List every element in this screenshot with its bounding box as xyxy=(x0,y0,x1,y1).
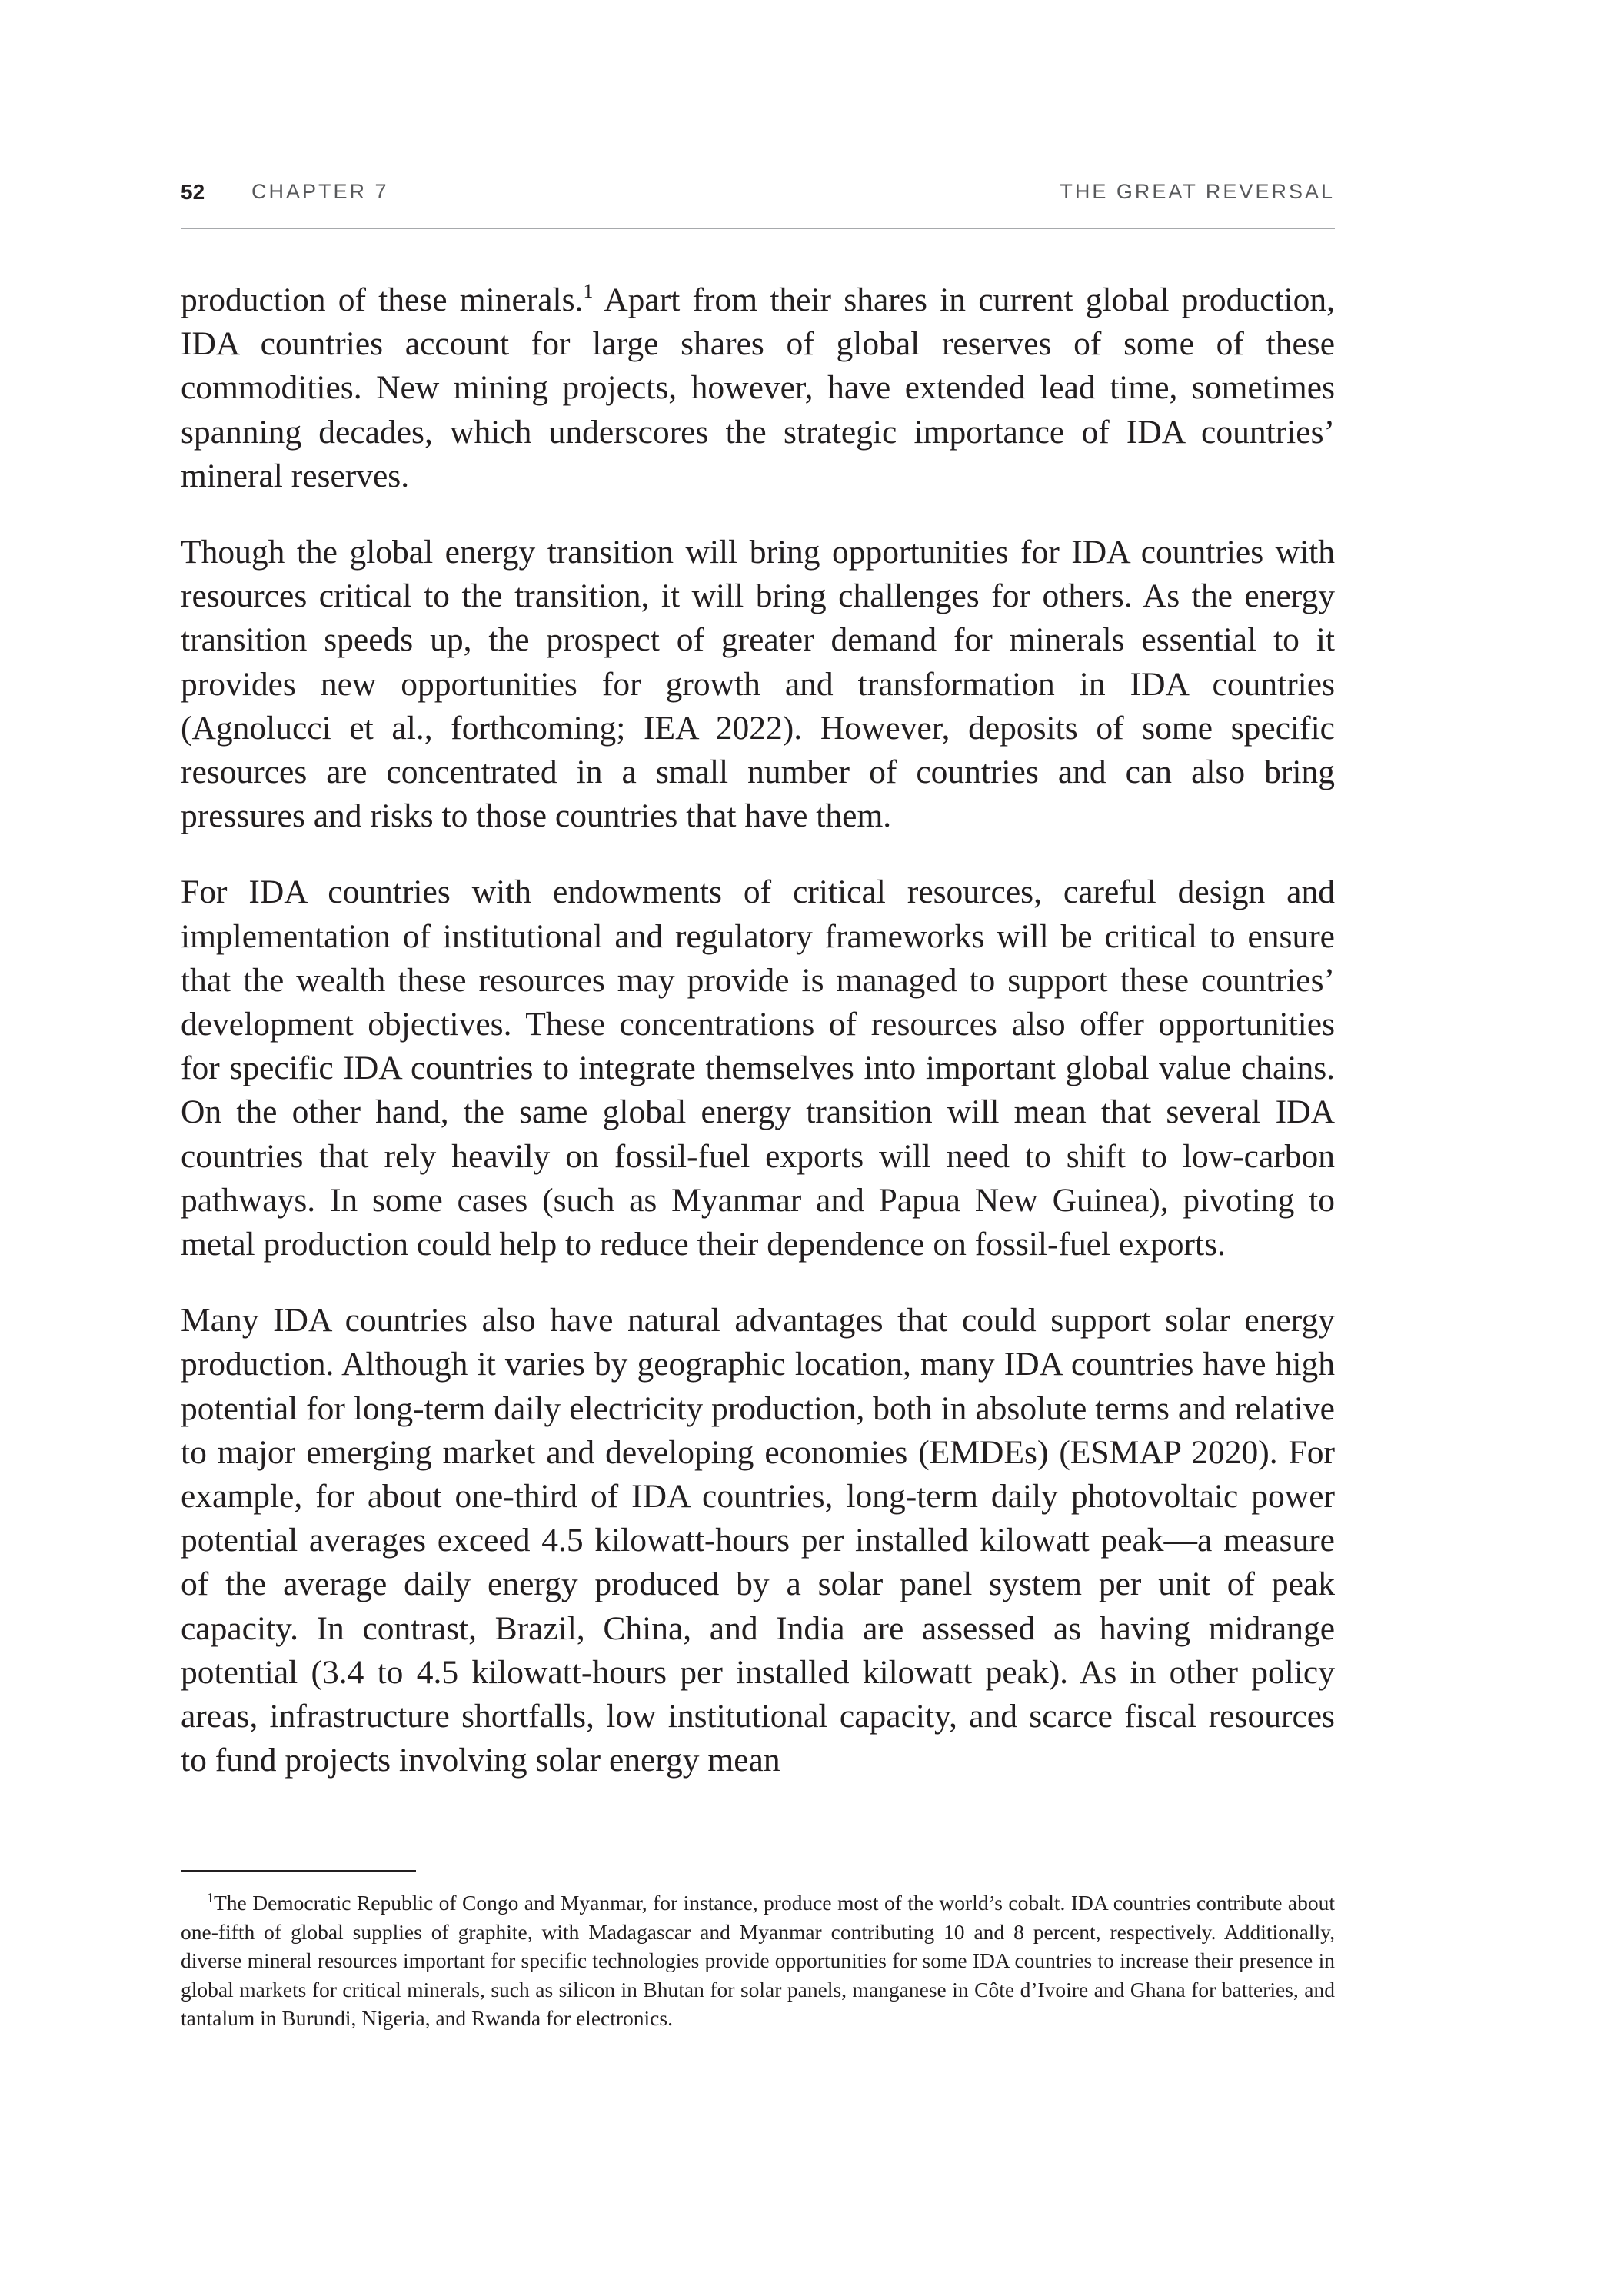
page-number: 52 xyxy=(181,180,205,204)
paragraph-2: Though the global energy transition will bring opportunities for IDA countries with resources critical to the transition, it will bring challenges for others. As the energy transition speeds up, the prospect of greater demand for minerals essential to it provides new opportunities for growth and transformation in IDA countries (Agnolucci et al., forthcoming; IEA 2022). However, deposits of some specific resources are concentrated in a small number of countries and can also bring pressures and risks to those countries that have them. xyxy=(181,534,1335,835)
book-title: THE GREAT REVERSAL xyxy=(1060,180,1335,203)
paragraph-4: Many IDA countries also have natural advantages that could support solar energy production. Although it varies by geographic location, many IDA countries have high potential for long-term daily electricity production, both in absolute terms and relative to major emerging market and developing economies (EMDEs) (ESMAP 2020). For example, for about one-third of IDA countries, long-term daily photovoltaic power potential averages exceed 4.5 kilowatt-hours per installed kilowatt peak—a measure of the average daily energy produced by a solar panel system per unit of peak capacity. In contrast, Brazil, China, and India are assessed as having midrange potential (3.4 to 4.5 kilowatt-hours per installed kilowatt peak). As in other policy areas, infrastructure shortfalls, low institutional capacity, and scarce fiscal resources to fund projects involving solar energy mean xyxy=(181,1302,1335,1779)
paragraph-3: For IDA countries with endowments of critical resources, careful design and implementation of institutional and regulatory frameworks will be critical to ensure that the wealth these resources may provide is managed to support these countries’ development objectives. These concentrations of resources also offer opportunities for specific IDA countries to integrate themselves into important global value chains. On the other hand, the same global energy transition will mean that several IDA countries that rely heavily on fossil-fuel exports will need to shift to low-carbon pathways. In some cases (such as Myanmar and Papua New Guinea), pivoting to metal production could help to reduce their dependence on fossil-fuel exports. xyxy=(181,873,1335,1263)
body-text xyxy=(181,278,1335,1783)
footnote-divider xyxy=(181,1870,416,1872)
footnote-reference: 1 xyxy=(583,280,594,302)
paragraph-1 xyxy=(181,278,1335,498)
footnote-marker: 1 xyxy=(207,1890,214,1905)
running-header xyxy=(181,174,1335,229)
paragraph-1-rest: Apart from their shares in current global production, IDA countries account for large shares of global reserves of some of these commodities. New mining projects, however, have extended lead time, sometimes spanning decades, which underscores the strategic importance of IDA countries’ mineral reserves. xyxy=(181,281,1335,494)
footnote-text: The Democratic Republic of Congo and Myanmar, for instance, produce most of the world’s cobalt. IDA countries contribute about one-fifth of global supplies of graphite, with Madagascar and Myanmar contributing 10 and 8 percent, respectively. Additionally, diverse mineral resources important for specific technologies provide opportunities for some IDA countries to increase their presence in global markets for critical minerals, such as silicon in Bhutan for solar panels, manganese in Côte d’Ivoire and Ghana for batteries, and tantalum in Burundi, Nigeria, and Rwanda for electronics. xyxy=(181,1891,1335,2030)
footnote xyxy=(181,1888,1335,2033)
paragraph-1-lead: production of these minerals. xyxy=(181,281,584,318)
chapter-label: CHAPTER 7 xyxy=(251,180,389,203)
